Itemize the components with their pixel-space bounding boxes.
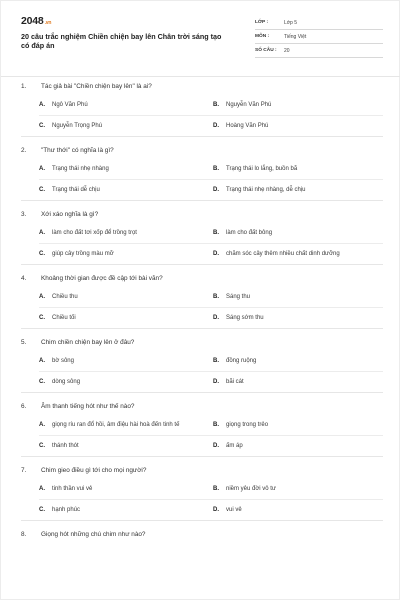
option-letter: A. [39, 486, 45, 492]
question-number: 4. [21, 275, 27, 282]
options [21, 293, 383, 322]
site-logo[interactable] [21, 15, 51, 27]
option-letter: B. [213, 230, 219, 236]
header-divider [1, 76, 400, 77]
option-divider [39, 499, 383, 500]
question-divider [21, 200, 383, 201]
question-text: "Thư thới" có nghĩa là gì? [41, 147, 114, 154]
option-row [21, 314, 383, 322]
option-divider [39, 243, 383, 244]
answer-option[interactable] [213, 165, 383, 173]
option-letter: D. [213, 251, 219, 257]
option-letter: A. [39, 358, 45, 364]
answer-option[interactable] [39, 250, 209, 258]
option-text: Sáng thu [226, 294, 251, 300]
meta-row-subject [255, 30, 383, 44]
option-row [21, 165, 383, 173]
option-text: Chiều thu [52, 294, 78, 300]
option-letter: C. [39, 379, 45, 385]
option-divider [39, 179, 383, 180]
option-row [21, 250, 383, 258]
option-divider [39, 371, 383, 372]
question-header [21, 529, 383, 539]
option-row [21, 186, 383, 194]
question-number: 2. [21, 147, 27, 154]
option-letter: A. [39, 230, 45, 236]
answer-option[interactable] [213, 314, 383, 322]
page-header [21, 15, 383, 63]
option-row [21, 506, 383, 514]
option-text: Nguyễn Văn Phú [226, 102, 272, 108]
option-letter: C. [39, 251, 45, 257]
option-text: giúp cây trồng màu mỡ [52, 251, 114, 257]
option-letter: D. [213, 187, 219, 193]
question-item [21, 401, 383, 457]
option-letter: C. [39, 443, 45, 449]
question-divider [21, 456, 383, 457]
option-text: dòng sông [52, 379, 81, 385]
question-number: 8. [21, 531, 27, 538]
option-text: giọng ríu ran đổ hồi, âm điệu hài hoà đến tinh tế [52, 422, 180, 428]
answer-option[interactable] [39, 485, 209, 493]
option-text: thánh thót [52, 443, 79, 449]
option-text: hạnh phúc [52, 507, 81, 513]
option-row [21, 421, 383, 429]
option-letter: B. [213, 166, 219, 172]
answer-option[interactable] [213, 378, 383, 386]
option-row [21, 229, 383, 237]
question-text: Khoảng thời gian được đề cập tới bài văn? [41, 275, 163, 282]
option-letter: A. [39, 166, 45, 172]
question-number: 5. [21, 339, 27, 346]
meta-label: LỚP : [255, 20, 269, 25]
logo-main: 2048 [21, 15, 44, 27]
option-letter: A. [39, 422, 45, 428]
option-text: chăm sóc cây thêm nhiều chất dinh dưỡng [226, 251, 340, 257]
option-row [21, 378, 383, 386]
question-header [21, 337, 383, 347]
question-divider [21, 136, 383, 137]
option-divider [39, 307, 383, 308]
question-text: Giọng hót những chú chim như nào? [41, 531, 146, 538]
answer-option[interactable] [39, 314, 209, 322]
answer-option[interactable] [213, 186, 383, 194]
option-letter: B. [213, 102, 219, 108]
meta-row-grade [255, 16, 383, 30]
question-item [21, 529, 383, 539]
answer-option[interactable] [39, 357, 209, 365]
answer-option[interactable] [39, 378, 209, 386]
question-text: Chim chiền chiện bay lên ở đâu? [41, 339, 135, 346]
option-text: Trạng thái lo lắng, buồn bã [226, 166, 298, 172]
option-letter: D. [213, 379, 219, 385]
question-divider [21, 392, 383, 393]
option-text: tinh thần vui vẻ [52, 486, 93, 492]
meta-row-count [255, 44, 383, 58]
answer-option[interactable] [213, 485, 383, 493]
option-letter: A. [39, 294, 45, 300]
answer-option[interactable] [39, 293, 209, 301]
option-letter: C. [39, 315, 45, 321]
question-header [21, 81, 383, 91]
options [21, 229, 383, 258]
options [21, 357, 383, 386]
question-item [21, 465, 383, 521]
option-letter: D. [213, 507, 219, 513]
meta-value: Lớp 5 [284, 19, 298, 26]
question-header [21, 209, 383, 219]
option-letter: C. [39, 123, 45, 129]
option-text: làm cho đất bông [226, 230, 273, 236]
options [21, 101, 383, 130]
option-letter: B. [213, 422, 219, 428]
question-header [21, 273, 383, 283]
question-item [21, 145, 383, 201]
option-letter: A. [39, 102, 45, 108]
question-text: Xới xáo nghĩa là gì? [41, 211, 99, 218]
answer-option[interactable] [39, 165, 209, 173]
meta-label: SỐ CÂU : [255, 48, 277, 53]
question-text: Âm thanh tiếng hót như thế nào? [41, 403, 135, 410]
question-number: 3. [21, 211, 27, 218]
option-row [21, 293, 383, 301]
options [21, 421, 383, 450]
question-divider [21, 264, 383, 265]
option-text: Chiều tối [52, 315, 76, 321]
question-header [21, 401, 383, 411]
option-text: niềm yêu đời vô tư [226, 486, 276, 492]
question-item [21, 273, 383, 329]
meta-label: MÔN : [255, 34, 270, 39]
answer-option[interactable] [213, 250, 383, 258]
answer-option[interactable] [213, 357, 383, 365]
option-text: ấm áp [226, 443, 243, 449]
answer-option[interactable] [213, 293, 383, 301]
question-list [21, 81, 383, 539]
answer-option[interactable] [213, 101, 383, 109]
options [21, 485, 383, 514]
option-row [21, 442, 383, 450]
meta-table [255, 16, 383, 58]
answer-option[interactable] [39, 101, 209, 109]
option-text: Trạng thái nhẹ nhàng, dễ chịu [226, 187, 306, 193]
question-item [21, 209, 383, 265]
question-item [21, 81, 383, 137]
question-header [21, 465, 383, 475]
answer-option[interactable] [213, 442, 383, 450]
option-row [21, 485, 383, 493]
option-row [21, 122, 383, 130]
option-letter: B. [213, 294, 219, 300]
option-text: Ngô Văn Phú [52, 102, 88, 108]
option-text: Trạng thái nhẹ nhàng [52, 166, 109, 172]
question-text: Tác giả bài "Chiền chiện bay lên" là ai? [41, 83, 152, 90]
options [21, 165, 383, 194]
answer-option[interactable] [39, 421, 209, 429]
answer-option[interactable] [39, 506, 209, 514]
option-text: Hoàng Văn Phú [226, 123, 269, 129]
answer-option[interactable] [39, 122, 209, 130]
logo-tld: .vn [44, 20, 52, 26]
option-letter: C. [39, 187, 45, 193]
question-item [21, 337, 383, 393]
option-text: giọng trong trẻo [226, 422, 269, 428]
answer-option[interactable] [39, 186, 209, 194]
meta-value: 20 [284, 47, 290, 54]
option-letter: D. [213, 315, 219, 321]
question-header [21, 145, 383, 155]
question-text: Chim gieo điều gì tới cho mọi người? [41, 467, 147, 474]
option-text: Sáng sớm thu [226, 315, 264, 321]
option-letter: B. [213, 486, 219, 492]
answer-option[interactable] [213, 122, 383, 130]
option-text: vui vẻ [226, 507, 242, 513]
answer-option[interactable] [213, 229, 383, 237]
answer-option[interactable] [213, 421, 383, 429]
option-row [21, 357, 383, 365]
option-text: Trạng thái dễ chịu [52, 187, 100, 193]
document-title: 20 câu trắc nghiệm Chiền chiện bay lên Chân trời sáng tạo có đáp án [21, 32, 222, 50]
question-divider [21, 328, 383, 329]
option-letter: B. [213, 358, 219, 364]
question-number: 7. [21, 467, 27, 474]
question-divider [21, 520, 383, 521]
question-number: 6. [21, 403, 27, 410]
option-text: đồng ruộng [226, 358, 257, 364]
option-text: bờ sông [52, 358, 74, 364]
question-number: 1. [21, 83, 27, 90]
option-text: bãi cát [226, 379, 244, 385]
answer-option[interactable] [39, 442, 209, 450]
option-row [21, 101, 383, 109]
option-text: Nguyễn Trọng Phú [52, 123, 103, 129]
option-letter: C. [39, 507, 45, 513]
option-text: làm cho đất tơi xốp để trồng trọt [52, 230, 137, 236]
meta-value: Tiếng Việt [284, 33, 307, 40]
option-divider [39, 435, 383, 436]
answer-option[interactable] [39, 229, 209, 237]
option-letter: D. [213, 443, 219, 449]
answer-option[interactable] [213, 506, 383, 514]
option-divider [39, 115, 383, 116]
option-letter: D. [213, 123, 219, 129]
